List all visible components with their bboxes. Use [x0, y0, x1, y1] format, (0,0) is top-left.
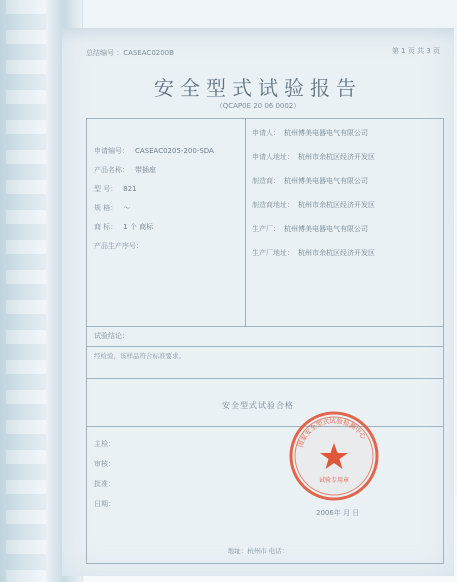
seal-center-text: 试验专用章 — [318, 477, 350, 484]
signature-approver: 批准： — [94, 480, 115, 488]
field-trademark: 商 标： 1 个 商标 — [94, 223, 154, 231]
field-factory: 生产厂： 杭州博美电器电气有限公司 — [252, 225, 368, 233]
table-row-divider — [86, 346, 444, 347]
field-applicant-address: 申请人地址： 杭州市余杭区经济开发区 — [252, 153, 375, 161]
report-sheet — [62, 28, 454, 576]
field-manufacturer-address: 制造商地址： 杭州市余杭区经济开发区 — [252, 201, 375, 209]
official-seal-stamp — [288, 410, 380, 502]
field-manufacturer: 制造商： 杭州博美电器电气有限公司 — [252, 177, 368, 185]
table-row-divider — [86, 326, 444, 327]
field-application-no: 申请编号： CASEAC0205-200-SDA — [94, 147, 214, 155]
report-number: （QCAP0E 20 06 0002） — [215, 102, 301, 110]
document-number: 总结编号 ：CASEAC0200B — [86, 49, 174, 57]
conclusion-text: 经检验，该样品符合标准要求。 — [94, 352, 185, 360]
field-serial: 产品生产序号： — [94, 242, 143, 250]
signature-tester: 主检： — [94, 440, 115, 448]
page-count: 第 1 页 共 3 页 — [391, 47, 440, 55]
certificate-line: 安全型式试验合格 — [222, 401, 294, 410]
table-row-divider — [86, 378, 444, 379]
field-factory-address: 生产厂地址： 杭州市余杭区经济开发区 — [252, 249, 375, 257]
table-row-divider — [86, 426, 444, 427]
field-applicant: 申请人： 杭州博美电器电气有限公司 — [252, 129, 368, 137]
field-spec: 规 格： ～ — [94, 204, 131, 212]
signature-reviewer: 审核： — [94, 460, 115, 468]
signature-date: 日期： — [94, 500, 115, 508]
field-product-name: 产品名称： 带插座 — [94, 166, 156, 174]
report-title: 安全型式试验报告 — [154, 76, 362, 100]
stamp-date: 2006年 月 日 — [316, 509, 360, 517]
page-fold-shadow — [62, 28, 454, 42]
footer-address: 地址：杭州市 电话： — [227, 547, 289, 555]
table-divider — [245, 118, 246, 326]
seal-ring-text: 国家安全型式试验检测中心 — [296, 416, 368, 449]
field-model: 型 号： 821 — [94, 185, 137, 193]
conclusion-label: 试验结论： — [94, 332, 129, 340]
